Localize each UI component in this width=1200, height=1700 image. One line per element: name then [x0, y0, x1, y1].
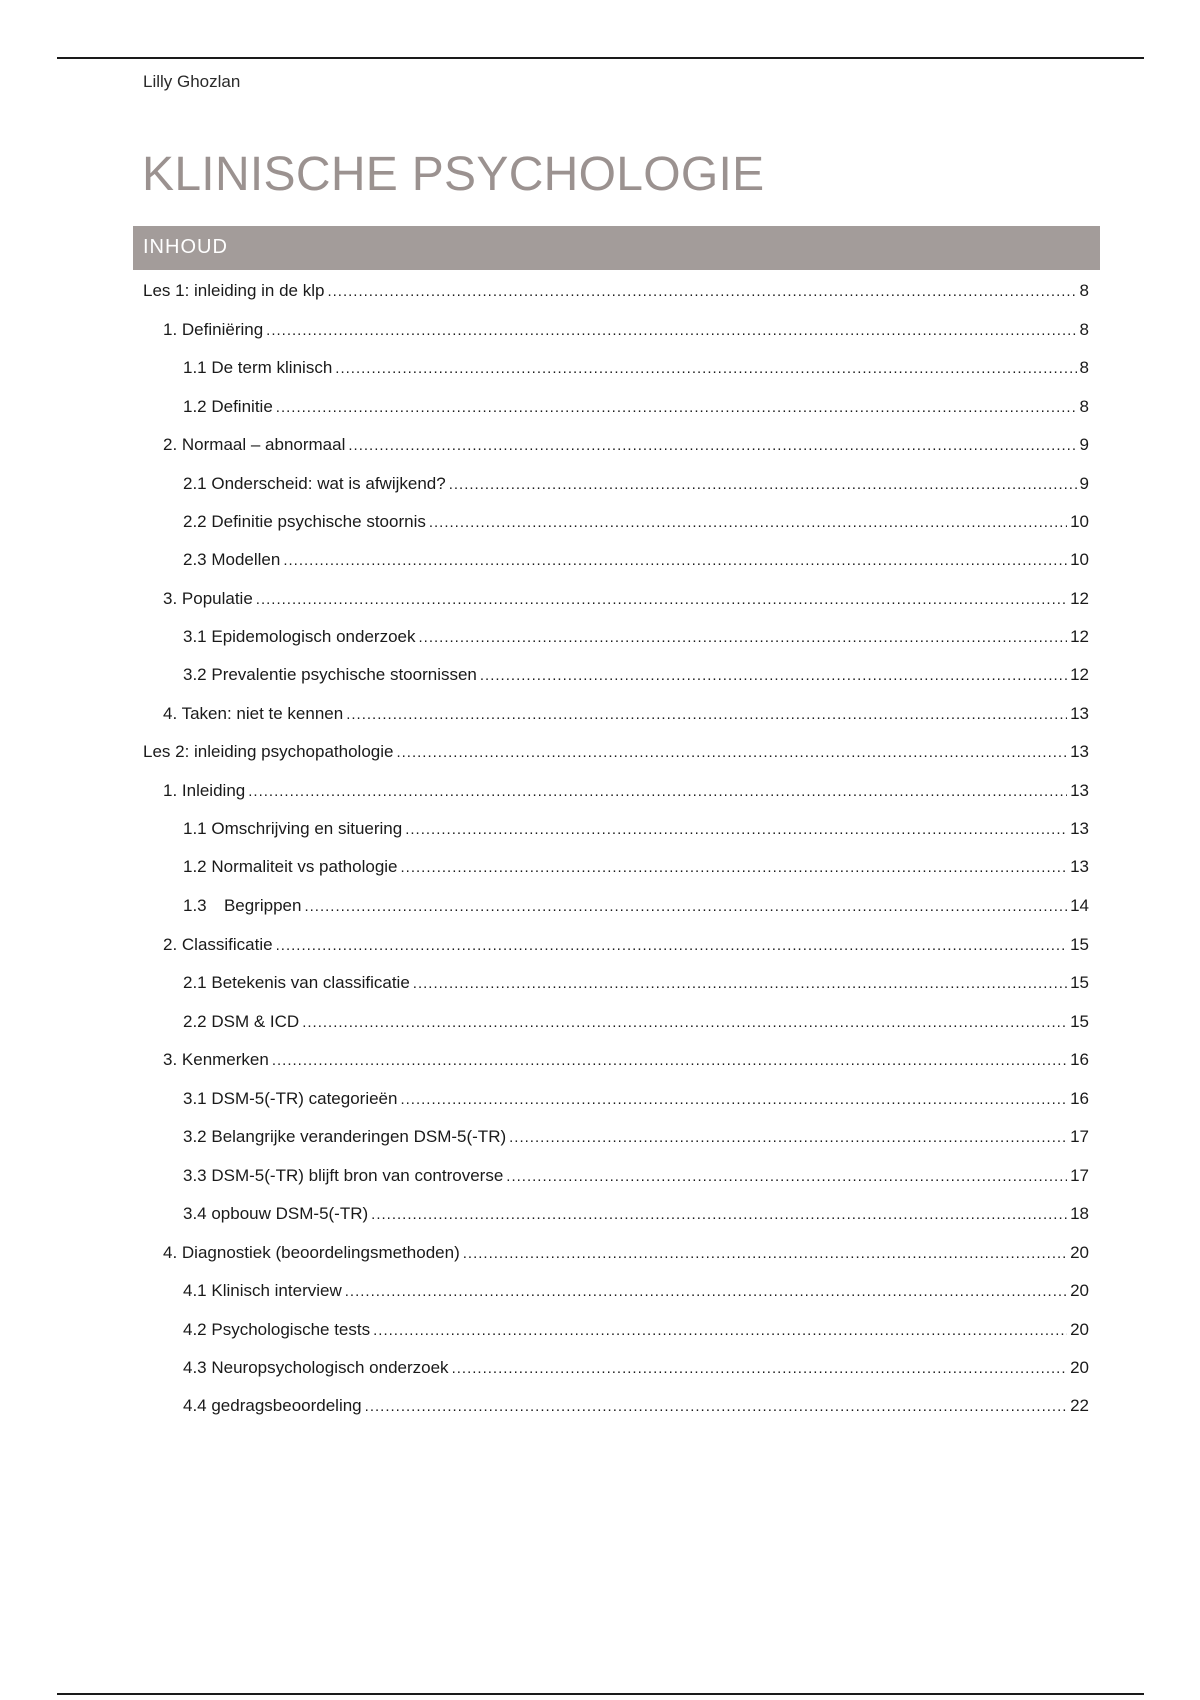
toc-entry-page: 8 — [1079, 281, 1089, 300]
toc-entry-page: 16 — [1070, 1089, 1089, 1108]
toc-entry-prevalentie[interactable] — [183, 665, 1089, 689]
toc-leader — [401, 859, 1068, 876]
toc-entry-les2[interactable] — [143, 742, 1089, 766]
toc-leader — [396, 744, 1067, 761]
toc-entry-page: 13 — [1070, 857, 1089, 876]
toc-entry-taken[interactable] — [163, 704, 1089, 728]
toc-entry-classificatie[interactable] — [163, 935, 1089, 959]
toc-entry-page: 17 — [1070, 1127, 1089, 1146]
toc-entry-dsm-opbouw[interactable] — [183, 1204, 1089, 1228]
toc-entry-label: 3.3 DSM-5(-TR) blijft bron van controverse — [183, 1166, 504, 1185]
toc-entry-label: 4.4 gedragsbeoordeling — [183, 1396, 362, 1415]
toc-leader — [276, 937, 1067, 954]
toc-entry-label: 4.2 Psychologische tests — [183, 1320, 371, 1339]
toc-leader — [400, 1091, 1067, 1108]
toc-entry-label: 1.2 Normaliteit vs pathologie — [183, 857, 398, 876]
toc-leader — [276, 399, 1077, 416]
toc-entry-label: 3.2 Belangrijke veranderingen DSM-5(-TR) — [183, 1127, 507, 1146]
toc-entry-page: 16 — [1070, 1050, 1089, 1069]
toc-entry-les1[interactable] — [143, 281, 1089, 305]
toc-leader — [371, 1206, 1067, 1223]
toc-leader — [373, 1322, 1067, 1339]
toc-entry-page: 8 — [1079, 358, 1089, 377]
toc-entry-label: 3.1 Epidemologisch onderzoek — [183, 627, 416, 646]
toc-entry-term-klinisch[interactable] — [183, 358, 1089, 382]
toc-entry-page: 13 — [1070, 742, 1089, 761]
toc-entry-klinisch-interview[interactable] — [183, 1281, 1089, 1305]
toc-entry-kenmerken[interactable] — [163, 1050, 1089, 1074]
toc-entry-page: 8 — [1079, 397, 1089, 416]
toc-entry-label: 2.1 Onderscheid: wat is afwijkend? — [183, 474, 446, 493]
toc-entry-dsm-controverse[interactable] — [183, 1166, 1089, 1190]
toc-leader — [413, 975, 1067, 992]
toc-entry-label: 3. Kenmerken — [163, 1050, 269, 1069]
toc-entry-page: 13 — [1070, 819, 1089, 838]
toc-leader — [283, 552, 1067, 569]
toc-entry-dsm-icd[interactable] — [183, 1012, 1089, 1036]
toc-entry-label: 1.1 De term klinisch — [183, 358, 333, 377]
toc-entry-page: 8 — [1079, 320, 1089, 339]
toc-leader — [429, 514, 1067, 531]
toc-entry-page: 20 — [1070, 1320, 1089, 1339]
toc-entry-betekenis[interactable] — [183, 973, 1089, 997]
toc-entry-diagnostiek[interactable] — [163, 1243, 1089, 1267]
toc-entry-page: 12 — [1070, 665, 1089, 684]
toc-entry-label: 2.1 Betekenis van classificatie — [183, 973, 410, 992]
toc-entry-label: 4.1 Klinisch interview — [183, 1281, 342, 1300]
toc-entry-label: 1. Definiëring — [163, 320, 264, 339]
toc-leader — [348, 437, 1076, 454]
toc-entry-definitie-stoornis[interactable] — [183, 512, 1089, 536]
toc-entry-psychologische-tests[interactable] — [183, 1320, 1089, 1344]
toc-entry-page: 15 — [1070, 1012, 1089, 1031]
toc-entry-page: 17 — [1070, 1166, 1089, 1185]
toc-entry-page: 20 — [1070, 1243, 1089, 1262]
toc-leader — [304, 898, 1067, 915]
toc-entry-gedragsbeoordeling[interactable] — [183, 1396, 1089, 1420]
document-title: KLINISCHE PSYCHOLOGIE — [142, 148, 765, 201]
toc-entry-label: 3.4 opbouw DSM-5(-TR) — [183, 1204, 369, 1223]
toc-entry-page: 9 — [1079, 474, 1089, 493]
toc-entry-page: 13 — [1070, 781, 1089, 800]
toc-entry-label: 2.3 Modellen — [183, 550, 281, 569]
toc-entry-modellen[interactable] — [183, 550, 1089, 574]
toc-entry-page: 14 — [1070, 896, 1089, 915]
toc-entry-label: 1. Inleiding — [163, 781, 246, 800]
toc-entry-label: 2.2 Definitie psychische stoornis — [183, 512, 426, 531]
toc-heading: INHOUD — [143, 236, 228, 258]
toc-leader — [418, 629, 1067, 646]
toc-entry-onderscheid[interactable] — [183, 474, 1089, 498]
toc-entry-epidemologisch[interactable] — [183, 627, 1089, 651]
toc-entry-page: 15 — [1070, 935, 1089, 954]
toc-entry-label: 1.1 Omschrijving en situering — [183, 819, 403, 838]
toc-entry-normaliteit[interactable] — [183, 857, 1089, 881]
toc-entry-label: 3.1 DSM-5(-TR) categorieën — [183, 1089, 398, 1108]
toc-leader — [509, 1129, 1067, 1146]
toc-entry-label: 4. Diagnostiek (beoordelingsmethoden) — [163, 1243, 460, 1262]
toc-entry-label: 2. Normaal – abnormaal — [163, 435, 346, 454]
toc-leader — [506, 1168, 1067, 1185]
toc-entry-dsm-veranderingen[interactable] — [183, 1127, 1089, 1151]
toc-entry-label-title: Begrippen — [223, 896, 302, 915]
toc-entry-label: 1.3 — [183, 896, 207, 915]
toc-entry-label: 4.3 Neuropsychologisch onderzoek — [183, 1358, 449, 1377]
toc-entry-page: 22 — [1070, 1396, 1089, 1415]
toc-leader — [346, 706, 1067, 723]
toc-entry-neuropsychologisch[interactable] — [183, 1358, 1089, 1382]
toc-entry-page: 15 — [1070, 973, 1089, 992]
footer-rule — [57, 1693, 1144, 1695]
toc-leader — [452, 1360, 1068, 1377]
toc-entry-omschrijving[interactable] — [183, 819, 1089, 843]
toc-entry-label: Les 2: inleiding psychopathologie — [143, 742, 394, 761]
toc-entry-normaal-abnormaal[interactable] — [163, 435, 1089, 459]
toc-entry-label: 1.2 Definitie — [183, 397, 273, 416]
toc-entry-page: 12 — [1070, 627, 1089, 646]
toc-entry-definiering[interactable] — [163, 320, 1089, 344]
toc-entry-label: 2.2 DSM & ICD — [183, 1012, 300, 1031]
toc-entry-page: 13 — [1070, 704, 1089, 723]
toc-entry-dsm-categorieen[interactable] — [183, 1089, 1089, 1113]
toc-entry-label: 2. Classificatie — [163, 935, 273, 954]
toc-leader — [449, 476, 1077, 493]
toc-leader — [266, 322, 1076, 339]
toc-entry-page: 20 — [1070, 1281, 1089, 1300]
toc-entry-inleiding[interactable] — [163, 781, 1089, 805]
toc-leader — [327, 283, 1076, 300]
toc-entry-label: 3.2 Prevalentie psychische stoornissen — [183, 665, 477, 684]
toc-leader — [345, 1283, 1067, 1300]
toc-entry-page: 9 — [1079, 435, 1089, 454]
toc-leader — [248, 783, 1067, 800]
toc-entry-page: 18 — [1070, 1204, 1089, 1223]
toc-entry-populatie[interactable] — [163, 589, 1089, 613]
toc-entry-page: 10 — [1070, 550, 1089, 569]
toc-entry-label: 3. Populatie — [163, 589, 253, 608]
toc-entry-label: 4. Taken: niet te kennen — [163, 704, 344, 723]
toc-entry-definitie[interactable] — [183, 397, 1089, 421]
toc-leader — [405, 821, 1067, 838]
toc-leader — [272, 1052, 1067, 1069]
toc-leader — [463, 1245, 1067, 1262]
author-name: Lilly Ghozlan — [143, 72, 241, 91]
toc-entry-page: 12 — [1070, 589, 1089, 608]
toc-leader — [256, 591, 1067, 608]
toc-leader — [365, 1398, 1067, 1415]
toc-entry-page: 10 — [1070, 512, 1089, 531]
toc-leader — [302, 1014, 1067, 1031]
toc-leader — [335, 360, 1076, 377]
toc-entry-label: Les 1: inleiding in de klp — [143, 281, 325, 300]
toc-entry-begrippen[interactable] — [183, 896, 1089, 920]
toc-leader — [480, 667, 1067, 684]
toc-entry-page: 20 — [1070, 1358, 1089, 1377]
